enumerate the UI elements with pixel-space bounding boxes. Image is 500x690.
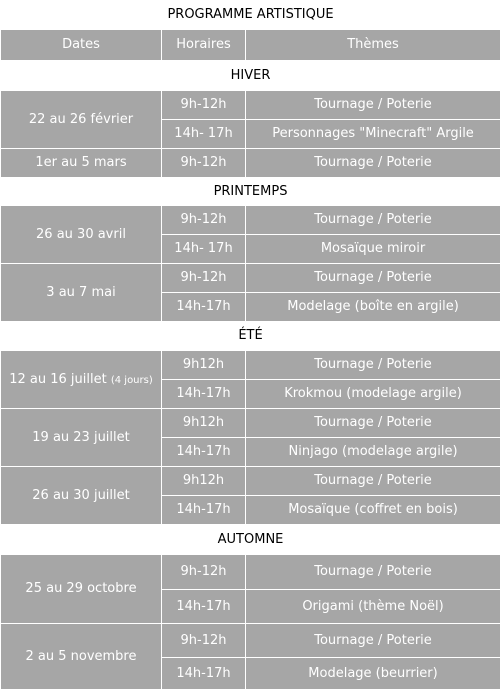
date-cell: 19 au 23 juillet	[1, 408, 162, 466]
time-cell: 9h-12h	[162, 90, 246, 119]
time-cell: 14h- 17h	[162, 119, 246, 148]
date-note: (4 jours)	[111, 375, 153, 386]
table-title: PROGRAMME ARTISTIQUE	[1, 0, 500, 29]
time-cell: 9h-12h	[162, 263, 246, 292]
season-printemps: PRINTEMPS	[1, 177, 500, 205]
theme-cell: Personnages "Minecraft" Argile	[246, 119, 500, 148]
theme-cell: Tournage / Poterie	[246, 90, 500, 119]
season-ete: ÉTÉ	[1, 321, 500, 350]
theme-cell: Mosaïque (coffret en bois)	[246, 495, 500, 524]
date-cell: 2 au 5 novembre	[1, 623, 162, 689]
time-cell: 14h-17h	[162, 495, 246, 524]
time-cell: 14h-17h	[162, 379, 246, 408]
time-cell: 14h-17h	[162, 657, 246, 689]
date-cell: 3 au 7 mai	[1, 263, 162, 321]
header-horaires: Horaires	[162, 29, 246, 60]
time-cell: 14h-17h	[162, 589, 246, 623]
date-cell: 26 au 30 juillet	[1, 466, 162, 524]
time-cell: 14h- 17h	[162, 234, 246, 263]
date-cell	[1, 350, 162, 408]
theme-cell: Tournage / Poterie	[246, 466, 500, 495]
time-cell: 9h-12h	[162, 148, 246, 177]
time-cell: 14h-17h	[162, 292, 246, 321]
theme-cell: Tournage / Poterie	[246, 408, 500, 437]
theme-cell: Tournage / Poterie	[246, 205, 500, 234]
date-cell: 25 au 29 octobre	[1, 554, 162, 623]
header-dates: Dates	[1, 29, 162, 60]
theme-cell: Tournage / Poterie	[246, 554, 500, 589]
time-cell: 9h12h	[162, 408, 246, 437]
time-cell: 9h-12h	[162, 623, 246, 657]
date-text: 12 au 16 juillet	[9, 372, 106, 387]
time-cell: 9h-12h	[162, 205, 246, 234]
time-cell: 9h12h	[162, 466, 246, 495]
header-themes: Thèmes	[246, 29, 500, 60]
theme-cell: Tournage / Poterie	[246, 263, 500, 292]
theme-cell: Tournage / Poterie	[246, 350, 500, 379]
theme-cell: Krokmou (modelage argile)	[246, 379, 500, 408]
theme-cell: Mosaïque miroir	[246, 234, 500, 263]
time-cell: 14h-17h	[162, 437, 246, 466]
theme-cell: Modelage (boîte en argile)	[246, 292, 500, 321]
date-cell: 22 au 26 février	[1, 90, 162, 148]
theme-cell: Origami (thème Noël)	[246, 589, 500, 623]
date-cell: 1er au 5 mars	[1, 148, 162, 177]
time-cell: 9h-12h	[162, 554, 246, 589]
theme-cell: Tournage / Poterie	[246, 148, 500, 177]
theme-cell: Tournage / Poterie	[246, 623, 500, 657]
theme-cell: Modelage (beurrier)	[246, 657, 500, 689]
theme-cell: Ninjago (modelage argile)	[246, 437, 500, 466]
time-cell: 9h12h	[162, 350, 246, 379]
season-automne: AUTOMNE	[1, 524, 500, 554]
date-cell: 26 au 30 avril	[1, 205, 162, 263]
season-hiver: HIVER	[1, 60, 500, 90]
